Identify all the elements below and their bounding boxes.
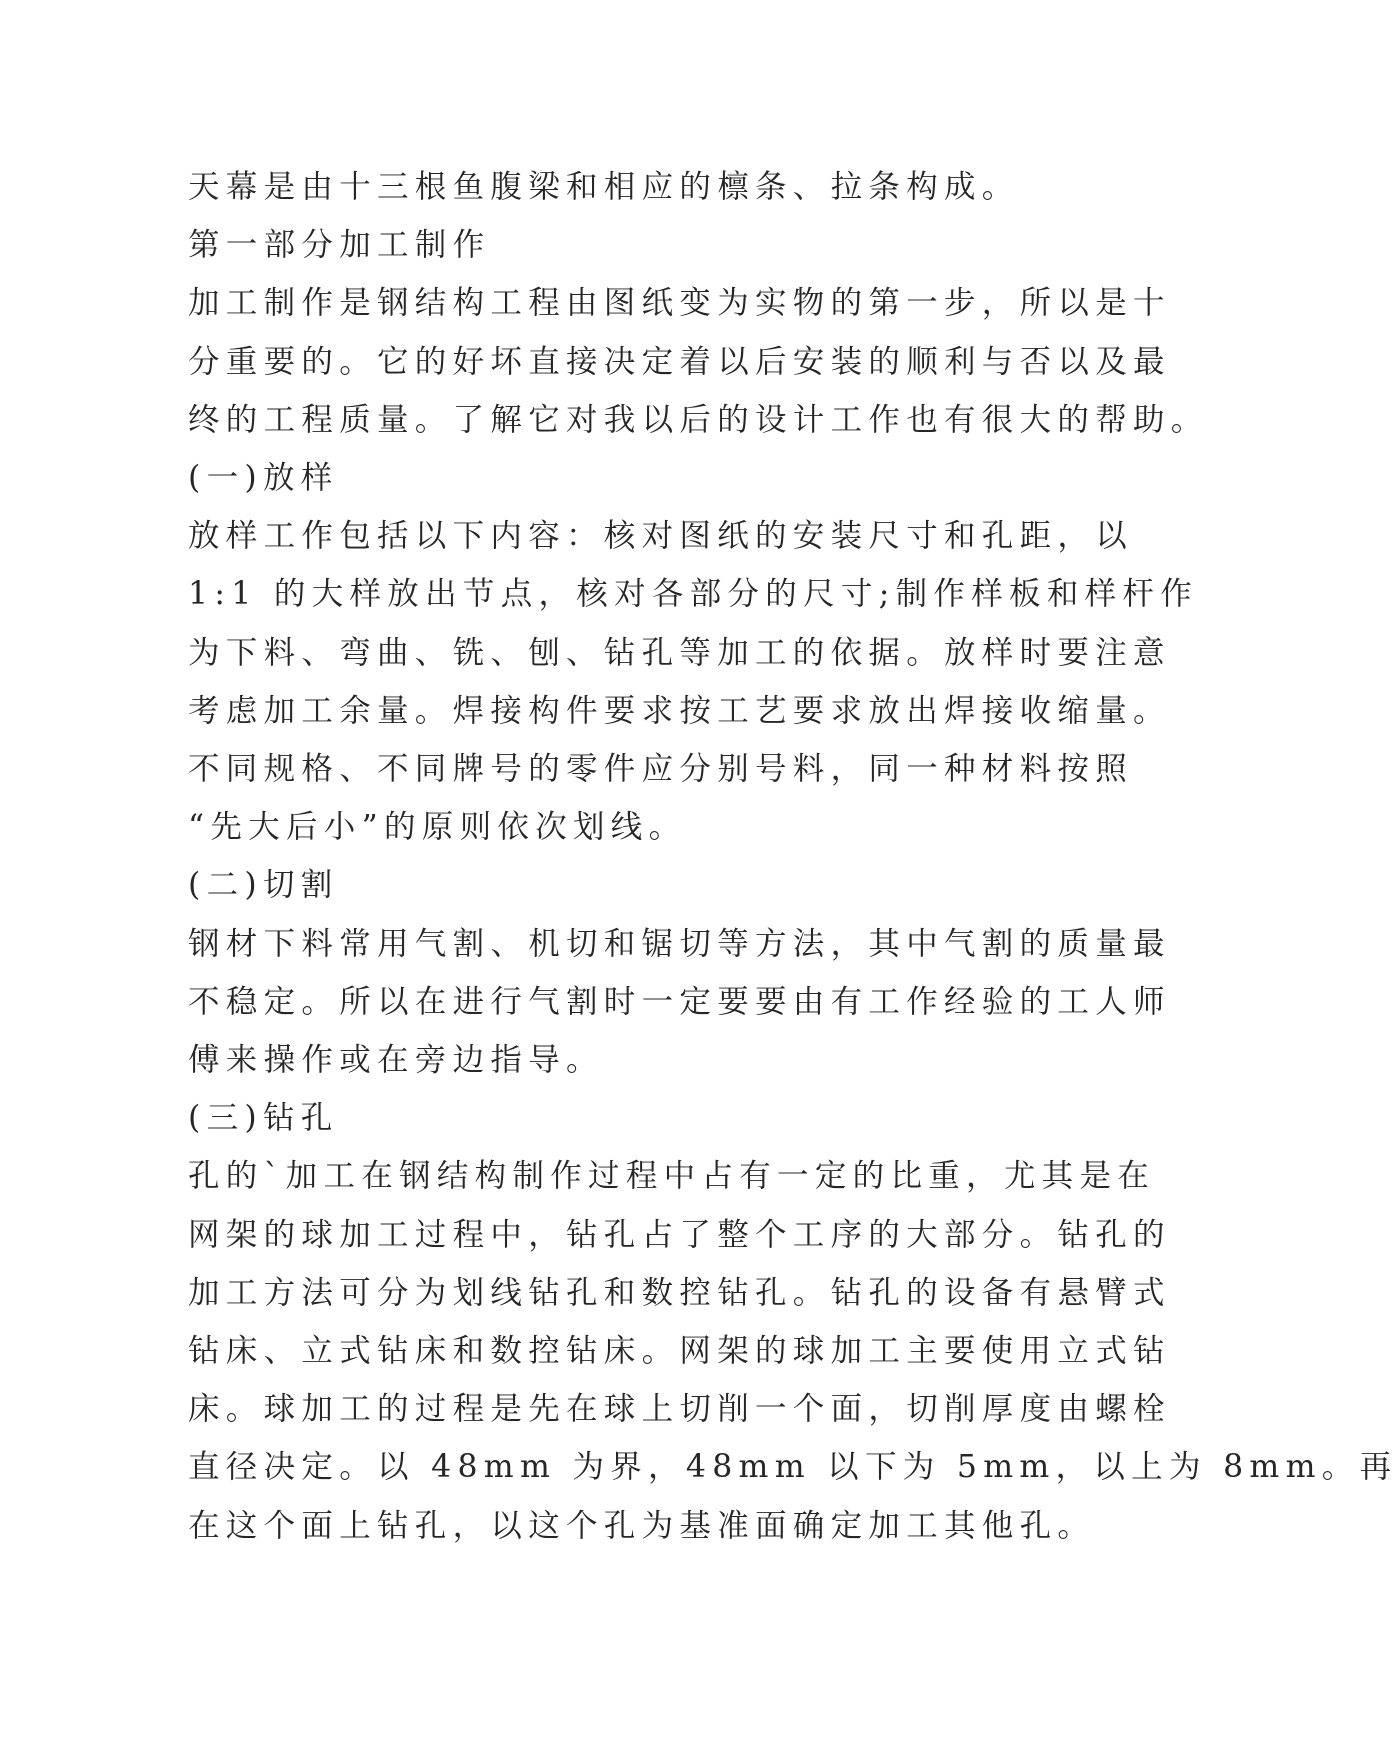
text-line: 考虑加工余量。焊接构件要求按工艺要求放出焊接收缩量。: [188, 692, 1171, 729]
text-line: 加工制作是钢结构工程由图纸变为实物的第一步，所以是十: [188, 285, 1171, 322]
text-line: 钢材下料常用气割、机切和锯切等方法，其中气割的质量最: [188, 925, 1171, 962]
text-line: 为下料、弯曲、铣、刨、钻孔等加工的依据。放样时要注意: [188, 634, 1171, 671]
text-line: 不同规格、不同牌号的零件应分别号料，同一种材料按照: [188, 751, 1134, 788]
text-line: 在这个面上钻孔，以这个孔为基准面确定加工其他孔。: [188, 1507, 1096, 1544]
text-line: 1:1 的大样放出节点，核对各部分的尺寸;制作样板和样杆作: [188, 576, 1199, 613]
text-line: 终的工程质量。了解它对我以后的设计工作也有很大的帮助。: [188, 401, 1209, 438]
text-line: 直径决定。以 48mm 为界，48mm 以下为 5mm，以上为 8mm。再: [188, 1449, 1397, 1486]
text-line: 孔的`加工在钢结构制作过程中占有一定的比重，尤其是在: [188, 1158, 1156, 1195]
document-body: [188, 158, 1397, 1555]
section-heading: 第一部分加工制作: [188, 227, 491, 264]
text-line: 分重要的。它的好坏直接决定着以后安装的顺利与否以及最: [188, 343, 1171, 380]
text-line: “先大后小”的原则依次划线。: [188, 809, 687, 846]
text-line: 天幕是由十三根鱼腹梁和相应的檩条、拉条构成。: [188, 169, 1020, 205]
text-line: 床。球加工的过程是先在球上切削一个面，切削厚度由螺栓: [188, 1391, 1171, 1428]
text-line: 钻床、立式钻床和数控钻床。网架的球加工主要使用立式钻: [188, 1333, 1171, 1370]
text-line: 网架的球加工过程中，钻孔占了整个工序的大部分。钻孔的: [188, 1216, 1171, 1253]
subsection-heading: (一)放样: [188, 460, 339, 497]
subsection-heading: (二)切割: [188, 867, 339, 904]
subsection-heading: (三)钻孔: [188, 1100, 339, 1137]
text-line: 放样工作包括以下内容：核对图纸的安装尺寸和孔距，以: [188, 518, 1134, 555]
text-line: 傅来操作或在旁边指导。: [188, 1042, 604, 1079]
text-line: 加工方法可分为划线钻孔和数控钻孔。钻孔的设备有悬臂式: [188, 1274, 1171, 1311]
text-line: 不稳定。所以在进行气割时一定要要由有工作经验的工人师: [188, 983, 1171, 1020]
